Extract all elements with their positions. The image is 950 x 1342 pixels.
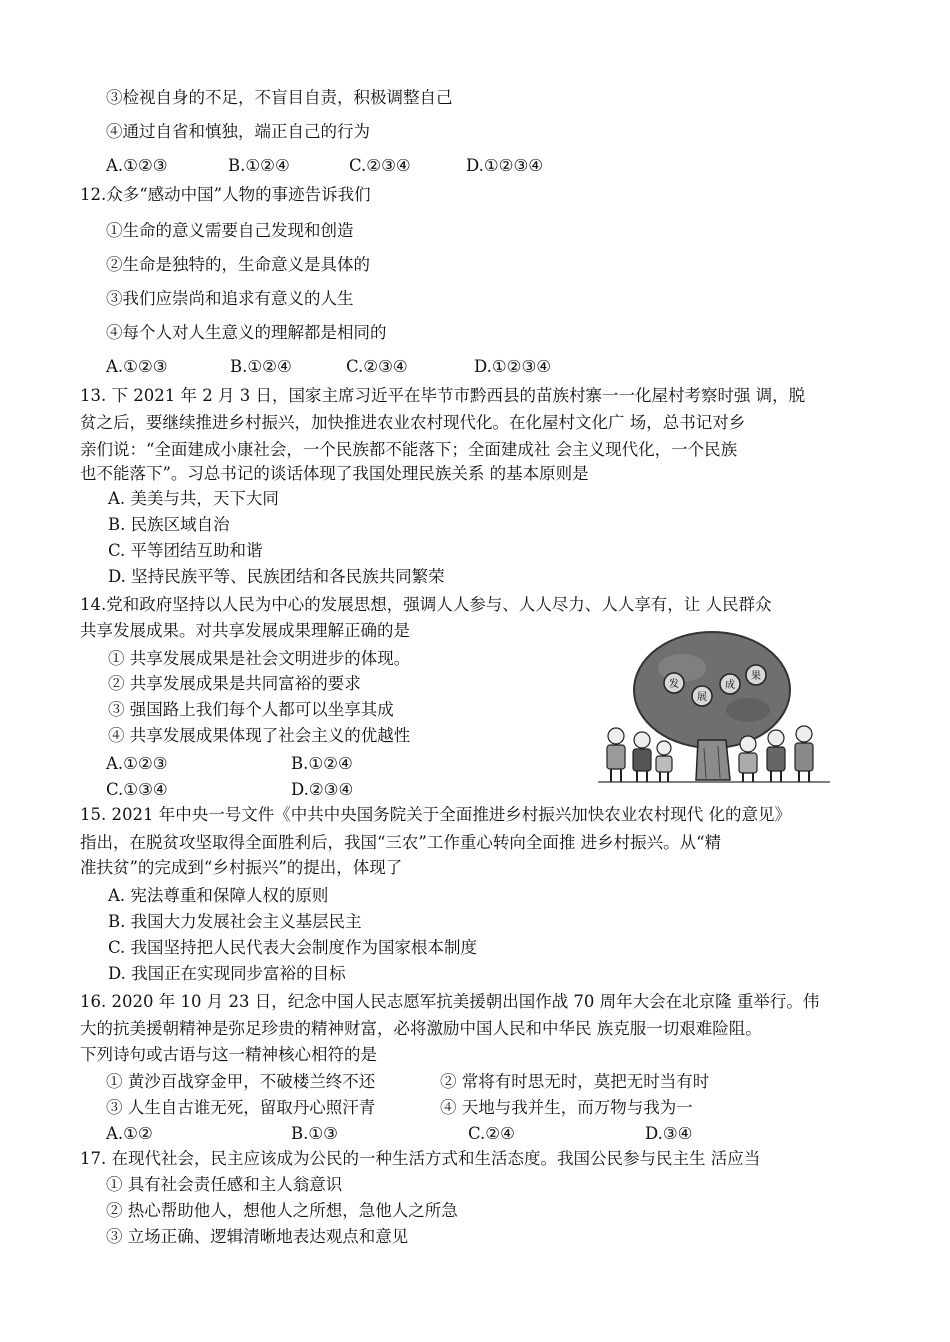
q17-item-1: ① 具有社会责任感和主人翁意识 (106, 1175, 343, 1194)
q16-item-2: ② 常将有时思无时，莫把无时当有时 (440, 1072, 710, 1091)
q13-option-c[interactable]: C. 平等团结互助和谐 (108, 541, 263, 560)
q13-option-d[interactable]: D. 坚持民族平等、民族团结和各民族共同繁荣 (108, 567, 445, 586)
q12-item-4: ④每个人对人生意义的理解都是相同的 (106, 323, 387, 342)
q13-option-b[interactable]: B. 民族区域自治 (108, 515, 230, 534)
q14-item-1: ① 共享发展成果是社会文明进步的体现。 (108, 649, 411, 668)
q16-option-b[interactable]: B.①③ (291, 1124, 338, 1143)
fruit-label-2: 展 (697, 692, 707, 703)
q12-stem: 12.众多“感动中国”人物的事迹告诉我们 (80, 185, 371, 204)
q16-stem-line-1: 16. 2020 年 10 月 23 日，纪念中国人民志愿军抗美援朝出国作战 70 周年大会在北京隆 重举行。伟 (80, 992, 820, 1011)
q13-stem-line-2: 贫之后，要继续推进乡村振兴，加快推进农业农村现代化。在化屋村文化广 场，总书记对乡 (80, 413, 746, 432)
q14-option-c[interactable]: C.①③④ (106, 780, 168, 799)
q15-option-a[interactable]: A. 宪法尊重和保障人权的原则 (108, 886, 329, 905)
q11-option-a[interactable]: A.①②③ (106, 156, 168, 175)
tree-trunk (696, 740, 730, 780)
q12-item-3: ③我们应崇尚和追求有意义的人生 (106, 289, 354, 308)
q14-item-4: ④ 共享发展成果体现了社会主义的优越性 (108, 726, 411, 745)
q13-stem-line-1: 13. 下 2021 年 2 月 3 日，国家主席习近平在毕节市黔西县的苗族村寨一一化屋村考察时强 调，脱 (80, 386, 806, 405)
q11-option-c[interactable]: C.②③④ (349, 156, 411, 175)
q14-option-b[interactable]: B.①②④ (291, 754, 353, 773)
tree-canopy (634, 632, 790, 748)
q12-item-1: ①生命的意义需要自己发现和创造 (106, 221, 354, 240)
q16-option-a[interactable]: A.①② (106, 1124, 153, 1143)
q15-stem-line-2: 指出，在脱贫攻坚取得全面胜利后，我国“三农”工作重心转向全面推 进乡村振兴。从“精 (80, 833, 722, 852)
q12-option-d[interactable]: D.①②③④ (474, 357, 552, 376)
q14-stem-line-1: 14.党和政府坚持以人民为中心的发展思想，强调人人参与、人人尽力、人人享有，让 人民群众 (80, 595, 772, 614)
q16-item-1: ① 黄沙百战穿金甲，不破楼兰终不还 (106, 1072, 376, 1091)
person-right-2 (767, 730, 785, 782)
q17-stem: 17. 在现代社会，民主应该成为公民的一种生活方式和生活态度。我国公民参与民主生 活应当 (80, 1149, 761, 1168)
q14-option-a[interactable]: A.①②③ (106, 754, 168, 773)
fruit-label-4: 果 (751, 671, 761, 682)
q13-stem-line-3: 亲们说：“全面建成小康社会，一个民族都不能落下；全面建成社 会主义现代化，一个民族 (80, 440, 738, 459)
person-left-1 (607, 728, 625, 782)
q16-stem-line-2: 大的抗美援朝精神是弥足珍贵的精神财富，必将激励中国人民和中华民 族克服一切艰难险阻。 (80, 1019, 762, 1038)
q17-item-2: ② 热心帮助他人，想他人之所想，急他人之所急 (106, 1201, 458, 1220)
q16-stem-line-3: 下列诗句或古语与这一精神核心相符的是 (80, 1045, 377, 1064)
q14-item-2: ② 共享发展成果是共同富裕的要求 (108, 674, 361, 693)
q15-option-d[interactable]: D. 我国正在实现同步富裕的目标 (108, 964, 346, 983)
person-right-1 (739, 736, 757, 782)
q11-option-d[interactable]: D.①②③④ (466, 156, 544, 175)
fruit-label-3: 成 (725, 680, 735, 691)
q15-stem-line-3: 准扶贫”的完成到“乡村振兴”的提出，体现了 (80, 858, 403, 877)
development-tree-illustration (598, 628, 830, 788)
q11-item-4: ④通过自省和慎独，端正自己的行为 (106, 122, 370, 141)
q14-stem-line-2: 共享发展成果。对共享发展成果理解正确的是 (80, 621, 410, 640)
person-right-3 (795, 726, 813, 782)
q16-option-c[interactable]: C.②④ (468, 1124, 515, 1143)
q16-item-4: ④ 天地与我并生，而万物与我为一 (440, 1098, 693, 1117)
person-left-2 (633, 732, 651, 782)
q11-option-b[interactable]: B.①②④ (228, 156, 290, 175)
q12-option-a[interactable]: A.①②③ (106, 357, 168, 376)
q13-option-a[interactable]: A. 美美与共，天下大同 (108, 489, 279, 508)
q16-item-3: ③ 人生自古谁无死，留取丹心照汗青 (106, 1098, 376, 1117)
q13-stem-line-4: 也不能落下”。习总书记的谈话体现了我国处理民族关系 的基本原则是 (80, 464, 589, 483)
q15-stem-line-1: 15. 2021 年中央一号文件《中共中央国务院关于全面推进乡村振兴加快农业农村现代 化的意见》 (80, 805, 791, 824)
q14-item-3: ③ 强国路上我们每个人都可以坐享其成 (108, 700, 394, 719)
q15-option-b[interactable]: B. 我国大力发展社会主义基层民主 (108, 912, 362, 931)
q16-option-d[interactable]: D.③④ (645, 1124, 693, 1143)
person-left-3 (656, 741, 672, 782)
q12-item-2: ②生命是独特的，生命意义是具体的 (106, 255, 370, 274)
q15-option-c[interactable]: C. 我国坚持把人民代表大会制度作为国家根本制度 (108, 938, 478, 957)
q11-item-3: ③检视自身的不足，不盲目自责，积极调整自己 (106, 88, 453, 107)
q17-item-3: ③ 立场正确、逻辑清晰地表达观点和意见 (106, 1227, 409, 1246)
q12-option-b[interactable]: B.①②④ (230, 357, 292, 376)
q14-option-d[interactable]: D.②③④ (291, 780, 354, 799)
fruit-label-1: 发 (669, 679, 679, 690)
q12-option-c[interactable]: C.②③④ (346, 357, 408, 376)
